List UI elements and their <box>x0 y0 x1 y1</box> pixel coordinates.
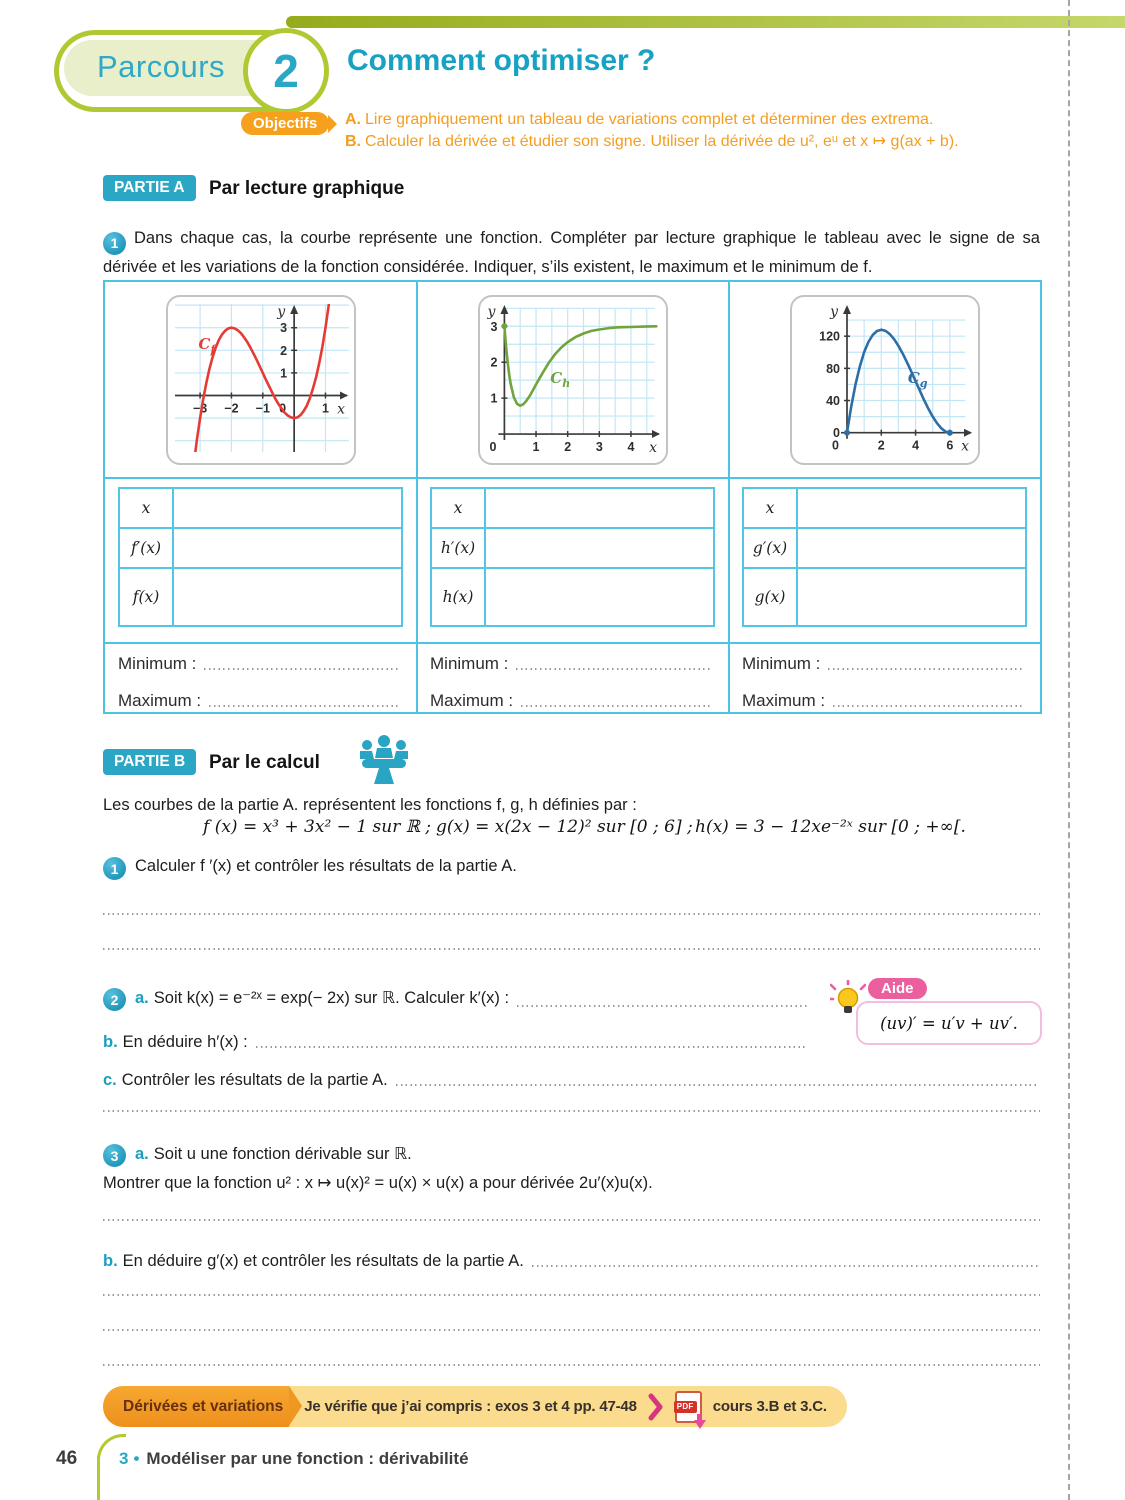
table-row-label: g′(x) <box>744 529 798 567</box>
table-cell-empty <box>174 489 401 527</box>
banner-tag: Dérivées et variations <box>103 1386 289 1427</box>
aide-badge: Aide <box>868 978 927 999</box>
svg-text:2: 2 <box>490 355 498 370</box>
header-green-bar <box>286 16 1125 28</box>
question-3a <box>103 1144 1040 1167</box>
table-cell-empty <box>174 569 401 625</box>
question-2a <box>103 988 810 1011</box>
aide-box <box>830 978 1042 1046</box>
dotted-answer-line <box>532 1265 1038 1267</box>
svg-text:Cg: $C_g$ <box>907 368 928 390</box>
sub-question-label: b. <box>103 1252 118 1270</box>
formula-g: g(x) = x(2x − 12)² sur [0 ; 6] ; <box>436 817 693 837</box>
table-cell-empty <box>798 489 1025 527</box>
question-1b <box>103 857 1040 880</box>
table-cell-empty <box>798 569 1025 625</box>
chapter-title: Modéliser par une fonction : dérivabilité <box>146 1449 469 1468</box>
function-graph-h <box>487 304 661 452</box>
row-separator <box>105 477 1040 479</box>
function-graph-f <box>175 304 349 452</box>
maximum-label: Maximum : <box>742 691 826 710</box>
dotted-answer-line <box>517 1005 808 1007</box>
question-number: 1 <box>103 857 126 880</box>
question-2b <box>103 1033 810 1052</box>
dotted-answer-line <box>103 948 1040 950</box>
formula-f: f (x) = x³ + 3x² − 1 sur ℝ ; <box>203 817 432 837</box>
table-cell-empty <box>798 529 1025 567</box>
minmax-block-h <box>430 654 715 728</box>
question-2b-text: En déduire h′(x) : <box>122 1033 248 1051</box>
page-title: Comment optimiser ? <box>347 44 656 77</box>
graph-card-f <box>166 295 356 465</box>
svg-text:Ch: $C_h$ <box>550 369 571 391</box>
parcours-brand: Parcours <box>97 49 226 84</box>
minmax-block-g <box>742 654 1027 728</box>
svg-text:40: 40 <box>826 394 840 409</box>
dotted-answer-line <box>103 913 1040 915</box>
dotted-answer-line <box>209 705 401 707</box>
aide-formula: (uv)′ = u′v + uv′. <box>856 1001 1042 1045</box>
question-1b-text: Calculer f ′(x) et contrôler les résultats de la partie A. <box>135 857 517 875</box>
objective-line-a: A. Lire graphiquement un tableau de variations complet et déterminer des extrema. <box>345 111 934 128</box>
svg-text:Cf: $C_f$ <box>198 335 216 357</box>
sub-question-label: c. <box>103 1071 117 1089</box>
maximum-label: Maximum : <box>118 691 202 710</box>
svg-text:1: 1 <box>280 366 288 381</box>
svg-text:1: 1 <box>490 391 498 406</box>
banner-text: Je vérifie que j’ai compris : exos 3 et 4 pp. 47-48 <box>304 1398 637 1415</box>
partie-a-title: Par lecture graphique <box>209 178 405 199</box>
objectives-list <box>345 109 959 153</box>
question-2a-text: Soit k(x) = e⁻²ˣ = exp(− 2x) sur ℝ. Calculer k′(x) : <box>153 989 510 1007</box>
exercise-banner <box>103 1386 847 1427</box>
svg-text:0: 0 <box>279 401 287 416</box>
svg-text:x: x <box>649 440 657 452</box>
partie-b-badge: PARTIE B <box>103 749 196 775</box>
column-separator <box>728 282 730 712</box>
dotted-answer-line <box>396 1084 1038 1086</box>
svg-text:2: 2 <box>877 438 885 452</box>
svg-text:1: 1 <box>532 440 540 452</box>
svg-text:0: 0 <box>489 440 497 452</box>
table-row-label: x <box>744 489 798 527</box>
table-row-label: f′(x) <box>120 529 174 567</box>
svg-text:−1: −1 <box>255 401 270 416</box>
question-2c <box>103 1071 1040 1090</box>
svg-text:3: 3 <box>280 321 288 336</box>
dotted-answer-line <box>103 1219 1040 1221</box>
dotted-answer-line <box>516 668 713 670</box>
dotted-answer-line <box>521 705 713 707</box>
table-row-label: h′(x) <box>432 529 486 567</box>
variation-table-h <box>430 487 715 627</box>
cut-line <box>1068 0 1070 1500</box>
minimum-label: Minimum : <box>742 654 821 673</box>
variation-table-f <box>118 487 403 627</box>
partie-b-title: Par le calcul <box>209 752 320 773</box>
table-row-label: g(x) <box>744 569 798 625</box>
svg-text:0: 0 <box>832 438 839 452</box>
dotted-answer-line <box>204 668 401 670</box>
download-arrow-icon <box>694 1420 706 1429</box>
graph-card-g <box>790 295 980 465</box>
sub-question-label: b. <box>103 1033 118 1051</box>
svg-text:80: 80 <box>826 361 840 376</box>
question-3b <box>103 1252 1040 1271</box>
graph-card-h <box>478 295 668 465</box>
svg-text:120: 120 <box>819 329 840 344</box>
minmax-block-f <box>118 654 403 728</box>
svg-text:2: 2 <box>280 343 288 358</box>
pdf-label: PDF <box>674 1401 697 1413</box>
svg-text:1: 1 <box>322 401 329 416</box>
chevron-right-icon <box>648 1393 664 1421</box>
question-number: 1 <box>103 232 126 255</box>
parcours-number-circle <box>243 28 329 114</box>
partie-a-badge: PARTIE A <box>103 175 196 201</box>
group-work-icon <box>356 734 412 788</box>
function-definitions <box>103 817 1040 843</box>
table-cell-empty <box>486 489 713 527</box>
course-ref: cours 3.B et 3.C. <box>712 1398 827 1415</box>
table-row-label: h(x) <box>432 569 486 625</box>
pdf-icon <box>675 1391 702 1423</box>
dotted-answer-line <box>103 1110 1040 1112</box>
table-row-label: x <box>432 489 486 527</box>
svg-text:x: x <box>337 401 345 418</box>
formula-h: h(x) = 3 − 12xe⁻²ˣ sur [0 ; +∞[. <box>695 817 966 837</box>
dotted-answer-line <box>103 1329 1040 1331</box>
table-cell-empty <box>486 529 713 567</box>
question-number: 3 <box>103 1144 126 1167</box>
question-3b-text: En déduire g′(x) et contrôler les résultats de la partie A. <box>122 1252 524 1270</box>
dotted-answer-line <box>103 1364 1040 1366</box>
maximum-label: Maximum : <box>430 691 514 710</box>
svg-text:4: 4 <box>912 438 920 452</box>
page-number: 46 <box>56 1448 78 1469</box>
svg-text:6: 6 <box>946 438 954 452</box>
chapter-footer: 3 • Modéliser par une fonction : dérivabilité <box>119 1449 469 1468</box>
svg-text:y: y <box>277 304 286 320</box>
parcours-number: 2 <box>273 45 299 97</box>
dotted-answer-line <box>833 705 1025 707</box>
objective-line-b: B. Calculer la dérivée et étudier son signe. Utiliser la dérivée de u², eᵘ et x ↦ g(ax + b). <box>345 133 959 150</box>
sub-question-label: a. <box>135 989 149 1007</box>
table-cell-empty <box>174 529 401 567</box>
svg-text:y: y <box>487 304 496 320</box>
function-graph-g <box>799 304 973 452</box>
column-separator <box>416 282 418 712</box>
svg-text:x: x <box>961 438 969 452</box>
question-3a-text: Soit u une fonction dérivable sur ℝ. <box>153 1145 412 1163</box>
row-separator <box>105 642 1040 644</box>
question-3a-text2: Montrer que la fonction u² : x ↦ u(x)² = u(x) × u(x) a pour dérivée 2u′(x)u(x). <box>103 1174 653 1192</box>
svg-text:0: 0 <box>833 426 840 441</box>
svg-text:3: 3 <box>490 319 498 334</box>
table-cell-empty <box>486 569 713 625</box>
question-number: 2 <box>103 988 126 1011</box>
svg-text:−2: −2 <box>224 401 239 416</box>
svg-text:4: 4 <box>627 440 635 452</box>
graphs-and-tables-panel <box>103 280 1042 714</box>
objectives-badge: Objectifs <box>241 112 329 135</box>
sub-question-label: a. <box>135 1145 149 1163</box>
table-row-label: x <box>120 489 174 527</box>
svg-text:y: y <box>830 304 838 320</box>
minimum-label: Minimum : <box>118 654 197 673</box>
partie-b-intro: Les courbes de la partie A. représentent les fonctions f, g, h définies par : <box>103 796 637 814</box>
dotted-answer-line <box>103 1294 1040 1296</box>
minimum-label: Minimum : <box>430 654 509 673</box>
chapter-number: 3 <box>119 1449 129 1468</box>
footer-divider <box>97 1456 100 1500</box>
svg-text:3: 3 <box>595 440 603 452</box>
svg-text:−3: −3 <box>192 401 208 416</box>
question-1a-text: 1 Dans chaque cas, la courbe représente une fonction. Compléter par lecture graphique le tableau avec le signe de sa dérivée et les variations de la fonction considérée. Indiquer, s’ils existent, le maximum et le minimum de f. <box>103 229 1040 276</box>
dotted-answer-line <box>256 1046 808 1048</box>
svg-text:2: 2 <box>564 440 572 452</box>
dotted-answer-line <box>828 668 1025 670</box>
variation-table-g <box>742 487 1027 627</box>
question-2c-text: Contrôler les résultats de la partie A. <box>121 1071 388 1089</box>
table-row-label: f(x) <box>120 569 174 625</box>
